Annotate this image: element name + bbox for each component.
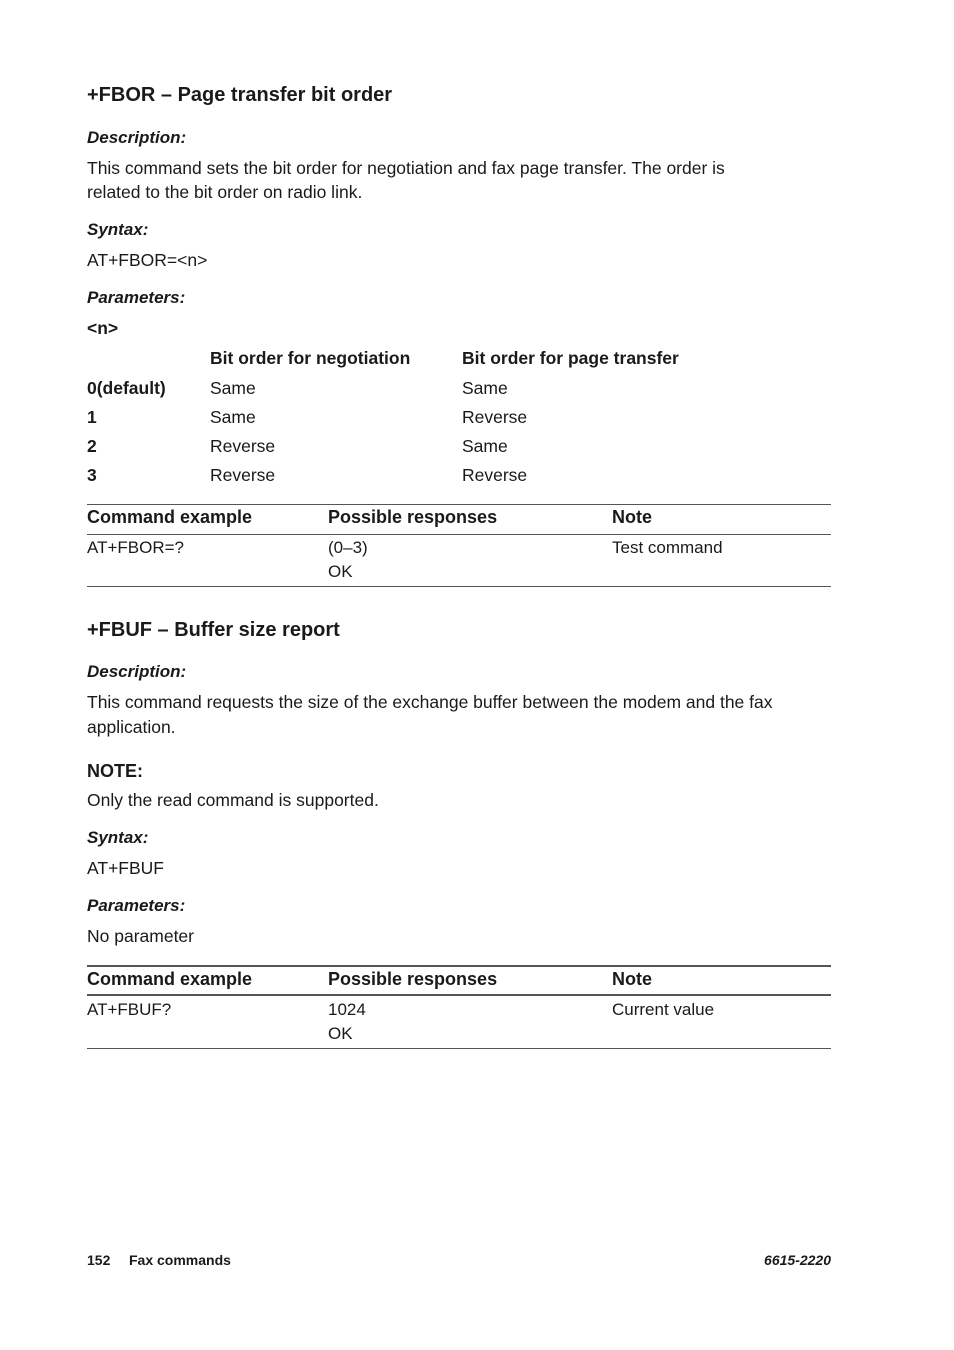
command-example: AT+FBOR=?: [87, 538, 184, 557]
table-top-rule: [87, 965, 831, 967]
command-example-header: Command example: [87, 507, 253, 527]
table-header-rule: [87, 534, 831, 535]
fbuf-description-line-2: application.: [87, 717, 176, 737]
fbor-heading: +FBOR – Page transfer bit order: [87, 84, 393, 106]
note-header: Note: [612, 507, 652, 527]
fbuf-description-label: Description:: [87, 662, 187, 681]
param-value: 3: [87, 465, 97, 485]
possible-responses-header: Possible responses: [328, 969, 498, 989]
table-bottom-rule: [87, 1048, 831, 1049]
response-line: OK: [328, 1024, 353, 1043]
negotiation-order: Same: [210, 407, 256, 427]
fbor-description-line-1: This command sets the bit order for negotiation and fax page transfer. The order is: [87, 158, 725, 178]
fbor-syntax-label: Syntax:: [87, 220, 149, 239]
page-transfer-order: Same: [462, 378, 508, 398]
param-value: 2: [87, 436, 97, 456]
document-number: 6615-2220: [764, 1252, 831, 1268]
param-value: 1: [87, 407, 97, 427]
page-transfer-order: Reverse: [462, 465, 528, 485]
fbor-description-label: Description:: [87, 128, 187, 147]
negotiation-order: Reverse: [210, 436, 276, 456]
note-text: Test command: [612, 538, 723, 557]
fbuf-note-text: Only the read command is supported.: [87, 790, 379, 810]
negotiation-order: Same: [210, 378, 256, 398]
fbuf-parameters-label: Parameters:: [87, 896, 186, 915]
command-example: AT+FBUF?: [87, 1000, 172, 1019]
footer-section-title: Fax commands: [129, 1252, 231, 1268]
fbuf-description-line-1: This command requests the size of the exchange buffer between the modem and the fax: [87, 692, 773, 712]
fbuf-syntax: AT+FBUF: [87, 858, 164, 878]
param-table-header-page-transfer: Bit order for page transfer: [462, 348, 679, 368]
response-line: (0–3): [328, 538, 368, 557]
possible-responses-header: Possible responses: [328, 507, 498, 527]
fbuf-syntax-label: Syntax:: [87, 828, 149, 847]
note-header: Note: [612, 969, 652, 989]
note-text: Current value: [612, 1000, 715, 1019]
table-top-rule: [87, 504, 831, 505]
fbuf-parameters-text: No parameter: [87, 926, 194, 946]
page-number: 152: [87, 1252, 111, 1268]
response-line: OK: [328, 562, 353, 581]
page-transfer-order: Same: [462, 436, 508, 456]
page-transfer-order: Reverse: [462, 407, 528, 427]
command-example-header: Command example: [87, 969, 253, 989]
table-bottom-rule: [87, 586, 831, 587]
table-header-rule: [87, 994, 831, 996]
param-table-header-negotiation: Bit order for negotiation: [210, 348, 411, 368]
fbuf-heading: +FBUF – Buffer size report: [87, 619, 340, 641]
fbor-description-line-2: related to the bit order on radio link.: [87, 182, 363, 202]
response-line: 1024: [328, 1000, 366, 1019]
fbor-syntax: AT+FBOR=<n>: [87, 250, 208, 270]
negotiation-order: Reverse: [210, 465, 276, 485]
param-value: 0(default): [87, 378, 166, 398]
fbor-parameters-label: Parameters:: [87, 288, 186, 307]
fbuf-note-label: NOTE:: [87, 761, 143, 781]
fbor-param-name: <n>: [87, 318, 119, 338]
